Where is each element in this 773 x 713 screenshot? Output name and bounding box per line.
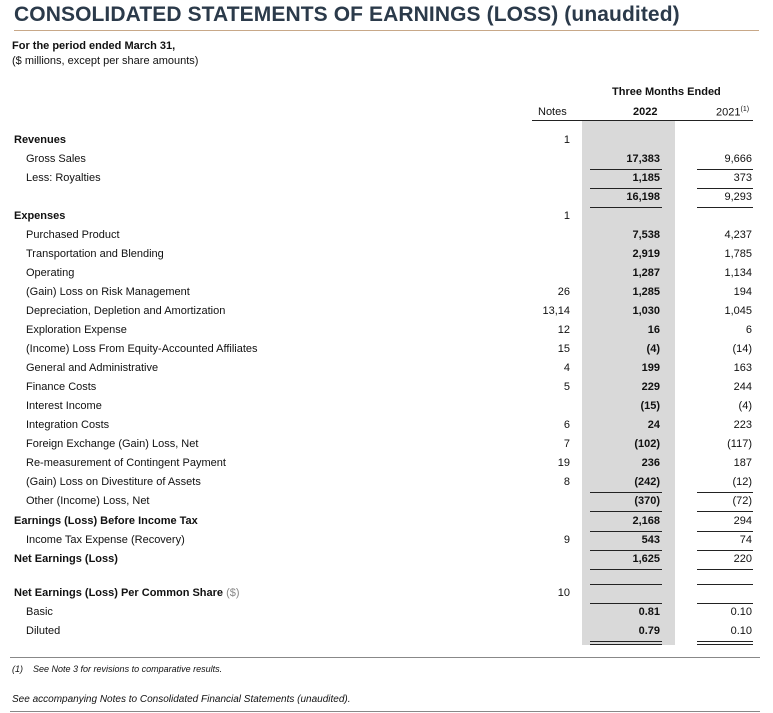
row-prior-value: 194 bbox=[733, 286, 752, 298]
row-prior-value: 1,134 bbox=[724, 267, 752, 279]
row-current-value: 2,168 bbox=[632, 515, 660, 527]
row-note: 1 bbox=[563, 210, 570, 222]
statement-row bbox=[0, 264, 773, 283]
row-prior-value: 373 bbox=[733, 172, 752, 184]
total-rule bbox=[697, 569, 753, 570]
row-label: Depreciation, Depletion and Amortization bbox=[26, 305, 226, 317]
row-note: 5 bbox=[563, 381, 570, 393]
total-rule bbox=[697, 550, 753, 551]
row-label: (Gain) Loss on Divestiture of Assets bbox=[26, 476, 201, 488]
row-current-value: 16,198 bbox=[626, 191, 660, 203]
row-label: Other (Income) Loss, Net bbox=[26, 495, 150, 507]
total-rule bbox=[697, 169, 753, 170]
total-rule bbox=[590, 569, 662, 570]
row-label: Gross Sales bbox=[26, 153, 86, 165]
total-rule bbox=[697, 531, 753, 532]
footnote: (1) See Note 3 for revisions to comparative results. bbox=[12, 664, 223, 674]
total-rule bbox=[590, 550, 662, 551]
statement-row bbox=[0, 169, 773, 188]
statement-row bbox=[0, 150, 773, 169]
row-label: Basic bbox=[26, 606, 53, 618]
statement-row bbox=[0, 131, 773, 150]
row-prior-value: 4,237 bbox=[724, 229, 752, 241]
row-label: General and Administrative bbox=[26, 362, 159, 374]
total-rule bbox=[697, 641, 753, 642]
statement-row bbox=[0, 302, 773, 321]
statement-row bbox=[0, 584, 773, 603]
row-prior-value: 294 bbox=[733, 515, 752, 527]
row-prior-value: 1,045 bbox=[724, 305, 752, 317]
notes-column-header: Notes bbox=[538, 106, 567, 118]
statement-row bbox=[0, 321, 773, 340]
row-label: Re-measurement of Contingent Payment bbox=[26, 457, 226, 469]
row-prior-value: 187 bbox=[733, 457, 752, 469]
row-note: 9 bbox=[563, 534, 570, 546]
row-label: Interest Income bbox=[26, 400, 102, 412]
row-current-value: 24 bbox=[647, 419, 660, 431]
row-label: Purchased Product bbox=[26, 229, 120, 241]
total-rule bbox=[590, 603, 662, 604]
units-label: ($ millions, except per share amounts) bbox=[12, 55, 199, 67]
row-prior-value: 220 bbox=[733, 553, 752, 565]
total-rule bbox=[590, 207, 662, 208]
statement-row bbox=[0, 454, 773, 473]
row-label: Transportation and Blending bbox=[26, 248, 164, 260]
total-rule bbox=[697, 603, 753, 604]
row-current-value: 1,625 bbox=[632, 553, 660, 565]
row-note: 26 bbox=[557, 286, 570, 298]
statement-row bbox=[0, 245, 773, 264]
row-note: 4 bbox=[563, 362, 570, 374]
row-label: Net Earnings (Loss) Per Common Share ($) bbox=[14, 587, 240, 599]
row-note: 7 bbox=[563, 438, 570, 450]
statement-row bbox=[0, 416, 773, 435]
statement-row bbox=[0, 622, 773, 641]
row-label: Finance Costs bbox=[26, 381, 97, 393]
bottom-rule bbox=[10, 711, 760, 712]
footnote-rule bbox=[10, 657, 760, 658]
row-current-value: 0.81 bbox=[638, 606, 660, 618]
row-label: Expenses bbox=[14, 210, 66, 222]
row-prior-value: (117) bbox=[727, 438, 752, 450]
row-label: (Income) Loss From Equity-Accounted Affiliates bbox=[26, 343, 258, 355]
current-year-header: 2022 bbox=[633, 106, 658, 118]
row-note: 1 bbox=[563, 134, 570, 146]
row-current-value: 7,538 bbox=[632, 229, 660, 241]
row-prior-value: 74 bbox=[739, 534, 752, 546]
row-note: 15 bbox=[557, 343, 570, 355]
row-current-value: (4) bbox=[646, 343, 660, 355]
total-rule bbox=[590, 169, 662, 170]
row-label: Foreign Exchange (Gain) Loss, Net bbox=[26, 438, 199, 450]
statement-row bbox=[0, 283, 773, 302]
row-prior-value: 6 bbox=[745, 324, 752, 336]
statement-row bbox=[0, 435, 773, 454]
statement-row bbox=[0, 207, 773, 226]
row-current-value: 1,030 bbox=[632, 305, 660, 317]
statement-row bbox=[0, 340, 773, 359]
row-label: Diluted bbox=[26, 625, 61, 637]
total-rule bbox=[697, 188, 753, 189]
statement-row bbox=[0, 492, 773, 511]
statement-row bbox=[0, 531, 773, 550]
row-prior-value: 9,293 bbox=[724, 191, 752, 203]
row-prior-value: (14) bbox=[732, 343, 752, 355]
row-prior-value: 244 bbox=[733, 381, 752, 393]
row-current-value: (370) bbox=[634, 495, 660, 507]
row-current-value: 1,185 bbox=[632, 172, 660, 184]
row-note: 6 bbox=[563, 419, 570, 431]
total-rule bbox=[590, 641, 662, 642]
row-note: 13,14 bbox=[542, 305, 570, 317]
total-rule bbox=[697, 584, 753, 585]
row-label: Operating bbox=[26, 267, 75, 279]
row-prior-value: 223 bbox=[733, 419, 752, 431]
total-rule bbox=[590, 511, 662, 512]
row-prior-value: (12) bbox=[732, 476, 752, 488]
statement-row bbox=[0, 473, 773, 492]
row-label: (Gain) Loss on Risk Management bbox=[26, 286, 190, 298]
row-current-value: 229 bbox=[641, 381, 660, 393]
statement-row bbox=[0, 378, 773, 397]
accompanying-note: See accompanying Notes to Consolidated Financial Statements (unaudited). bbox=[12, 694, 351, 705]
row-prior-value: 1,785 bbox=[724, 248, 752, 260]
header-rule bbox=[532, 120, 753, 121]
row-note: 12 bbox=[557, 324, 570, 336]
total-rule bbox=[590, 492, 662, 493]
row-current-value: 16 bbox=[647, 324, 660, 336]
row-current-value: 199 bbox=[641, 362, 660, 374]
row-current-value: 2,919 bbox=[632, 248, 660, 260]
statement-title: CONSOLIDATED STATEMENTS OF EARNINGS (LOSS) (unaudited) bbox=[14, 3, 759, 31]
row-prior-value: 0.10 bbox=[730, 625, 752, 637]
statement-row bbox=[0, 359, 773, 378]
total-rule bbox=[697, 207, 753, 208]
row-current-value: 236 bbox=[641, 457, 660, 469]
row-current-value: 17,383 bbox=[626, 153, 660, 165]
statement-row bbox=[0, 188, 773, 207]
row-label: Revenues bbox=[14, 134, 66, 146]
row-label: Income Tax Expense (Recovery) bbox=[26, 534, 185, 546]
row-current-value: 1,285 bbox=[632, 286, 660, 298]
row-prior-value: 0.10 bbox=[730, 606, 752, 618]
period-label: For the period ended March 31, bbox=[12, 40, 176, 52]
row-prior-value: 163 bbox=[733, 362, 752, 374]
total-rule bbox=[697, 492, 753, 493]
total-rule bbox=[590, 584, 662, 585]
row-label: Exploration Expense bbox=[26, 324, 127, 336]
total-rule bbox=[697, 511, 753, 512]
row-note: 19 bbox=[557, 457, 570, 469]
column-group-header: Three Months Ended bbox=[612, 86, 721, 98]
row-current-value: 0.79 bbox=[638, 625, 660, 637]
row-current-value: (242) bbox=[634, 476, 660, 488]
row-label: Less: Royalties bbox=[26, 172, 101, 184]
statement-row bbox=[0, 512, 773, 531]
total-rule bbox=[590, 531, 662, 532]
row-current-value: (102) bbox=[634, 438, 660, 450]
total-rule bbox=[590, 188, 662, 189]
row-current-value: (15) bbox=[640, 400, 660, 412]
row-prior-value: 9,666 bbox=[724, 153, 752, 165]
row-note: 10 bbox=[557, 587, 570, 599]
row-current-value: 543 bbox=[641, 534, 660, 546]
row-label: Earnings (Loss) Before Income Tax bbox=[14, 515, 198, 527]
row-label: Integration Costs bbox=[26, 419, 110, 431]
total-rule bbox=[590, 644, 662, 645]
row-note: 8 bbox=[563, 476, 570, 488]
row-current-value: 1,287 bbox=[632, 267, 660, 279]
statement-row bbox=[0, 550, 773, 569]
statement-row bbox=[0, 397, 773, 416]
prior-year-header: 2021$^{(1)}$ bbox=[716, 106, 750, 119]
row-prior-value: (72) bbox=[732, 495, 752, 507]
statement-row bbox=[0, 226, 773, 245]
row-prior-value: (4) bbox=[738, 400, 752, 412]
total-rule bbox=[697, 644, 753, 645]
row-label: Net Earnings (Loss) bbox=[14, 553, 118, 565]
statement-row bbox=[0, 603, 773, 622]
